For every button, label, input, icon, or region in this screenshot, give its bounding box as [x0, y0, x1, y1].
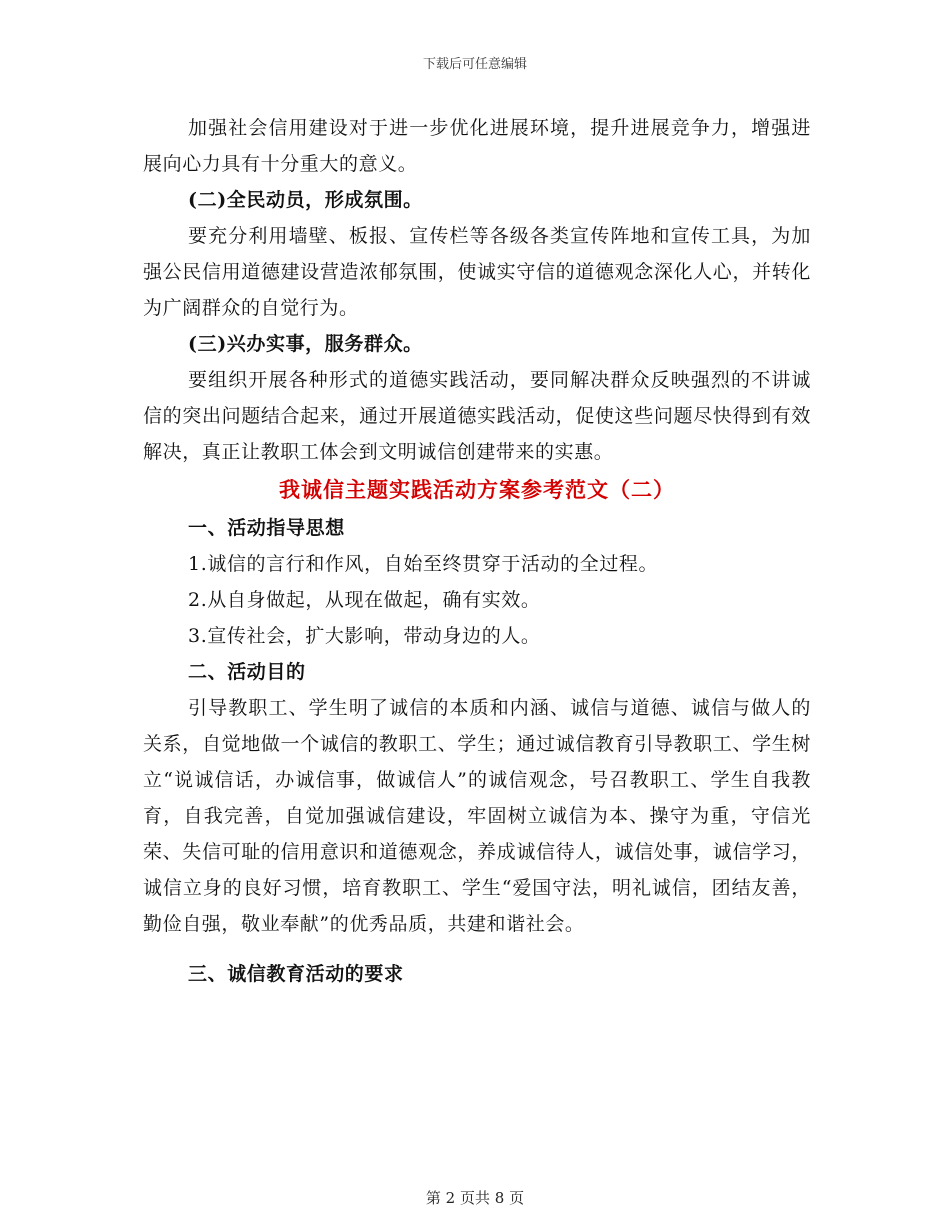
page-footer: 第 2 页共 8 页: [425, 1189, 525, 1207]
paragraph-credit-importance: 加强社会信用建设对于进一步优化进展环境，提升进展竞争力，增强进展向心力具有十分重大的意义。: [143, 117, 811, 175]
heading-requirements: 三、诚信教育活动的要求: [188, 963, 404, 985]
paragraph-practical-service: 要组织开展各种形式的道德实践活动，要同解决群众反映强烈的不讲诚信的突出问题结合起来，通过开展道德实践活动，促使这些问题尽快得到有效解决，真正让教职工体会到文明诚信创建带来的实惠。: [143, 369, 811, 463]
document-body: [143, 110, 811, 992]
heading-mobilization: (二)全民动员，形成氛围。: [188, 189, 423, 211]
heading-guiding-ideology: 一、活动指导思想: [188, 517, 345, 539]
list-item: 2.从自身做起，从现在做起，确有实效。: [188, 589, 541, 611]
document-title: 我诚信主题实践活动方案参考范文（二）: [279, 477, 675, 502]
heading-practical-service: (三)兴办实事，服务群众。: [188, 333, 423, 355]
paragraph-activity-goal: 引导教职工、学生明了诚信的本质和内涵、诚信与道德、诚信与做人的关系，自觉地做一个诚信的教职工、学生；通过诚信教育引导教职工、学生树立“说诚信话，办诚信事，做诚信人”的诚信观念，号召教职工、学生自我教育，自我完善，自觉加强诚信建设，牢固树立诚信为本、操守为重，守信光荣、失信可耻的信用意识和道德观念，养成诚信待人，诚信处事，诚信学习，诚信立身的良好习惯，培育教职工、学生“爱国守法，明礼诚信，团结友善，勤俭自强，敬业奉献”的优秀品质，共建和谐社会。: [143, 697, 811, 935]
heading-activity-goal: 二、活动目的: [188, 661, 306, 683]
paragraph-mobilization: 要充分利用墙壁、板报、宣传栏等各级各类宣传阵地和宣传工具，为加强公民信用道德建设营造浓郁氛围，使诚实守信的道德观念深化人心，并转化为广阔群众的自觉行为。: [143, 225, 811, 319]
list-item: 3.宣传社会，扩大影响，带动身边的人。: [188, 625, 541, 647]
list-item: 1.诚信的言行和作风，自始至终贯穿于活动的全过程。: [188, 553, 659, 575]
page-header: 下载后可任意编辑: [422, 57, 527, 72]
